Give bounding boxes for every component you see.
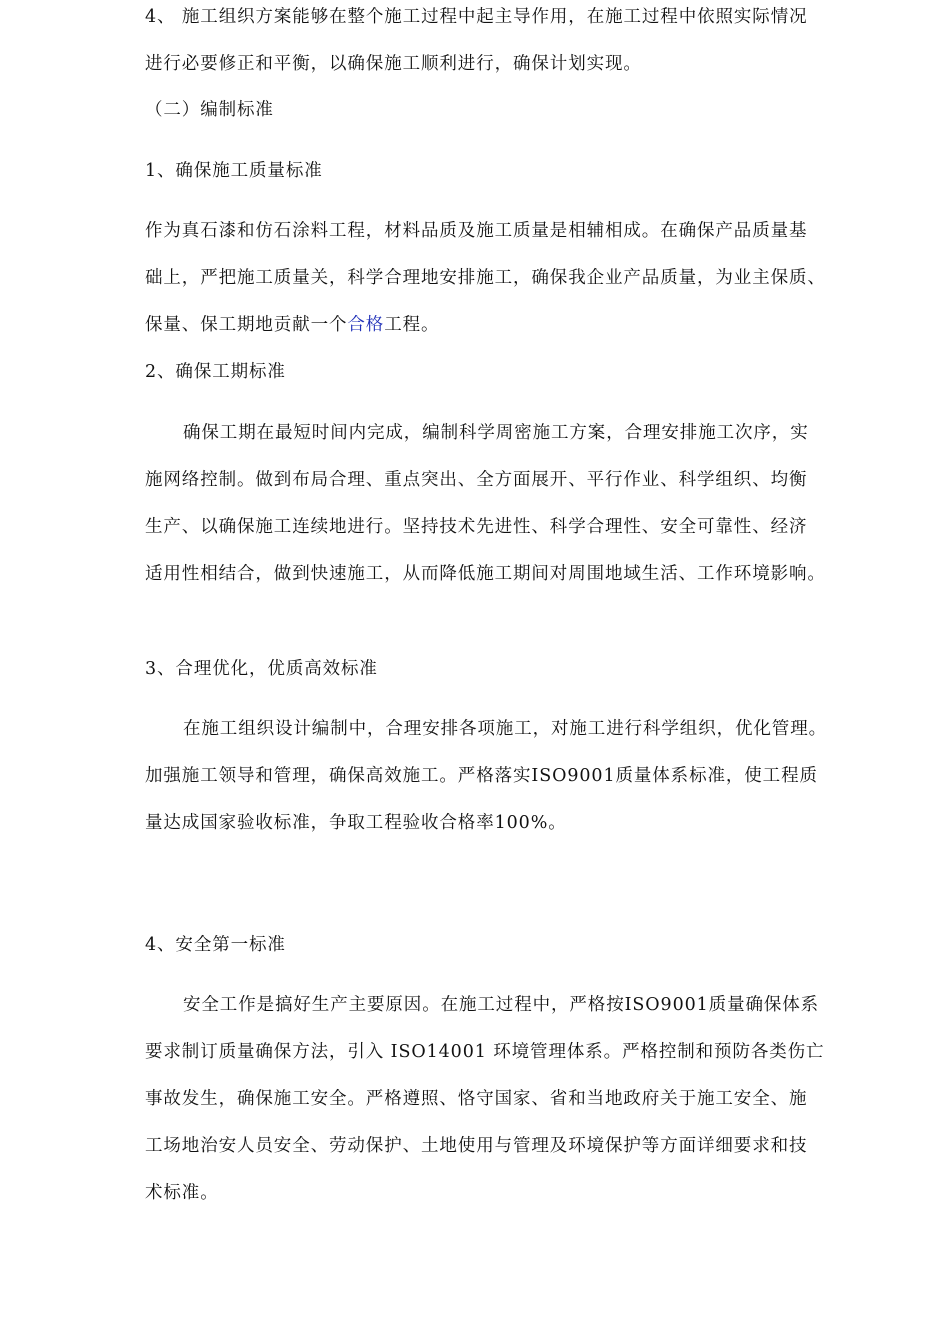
paragraph-line: 施网络控制。做到布局合理、重点突出、全方面展开、平行作业、科学组织、均衡 (145, 470, 808, 490)
paragraph-line: 进行必要修正和平衡，以确保施工顺利进行，确保计划实现。 (145, 54, 642, 74)
paragraph-line: 术标准。 (145, 1183, 219, 1203)
paragraph-line: 作为真石漆和仿石涂料工程，材料品质及施工质量是相辅相成。在确保产品质量基 (145, 221, 808, 241)
paragraph-line: 加强施工领导和管理，确保高效施工。严格落实ISO9001质量体系标准，使工程质 (145, 766, 818, 786)
section-heading: 2、确保工期标准 (145, 362, 286, 382)
paragraph-line: 生产、以确保施工连续地进行。坚持技术先进性、科学合理性、安全可靠性、经济 (145, 517, 808, 537)
paragraph-line: 适用性相结合，做到快速施工，从而降低施工期间对周围地域生活、工作环境影响。 (145, 564, 826, 584)
hyperlink-hege[interactable]: 合格 (347, 315, 385, 335)
section-heading: 3、合理优化，优质高效标准 (145, 659, 378, 679)
paragraph-line: 确保工期在最短时间内完成，编制科学周密施工方案，合理安排施工次序，实 (183, 423, 809, 443)
paragraph-line: 要求制订质量确保方法，引入 ISO14001 环境管理体系。严格控制和预防各类伤亡 (145, 1042, 825, 1062)
paragraph-line: 量达成国家验收标准，争取工程验收合格率100%。 (145, 813, 567, 833)
text-run: 工程。 (384, 315, 440, 335)
section-heading: （二）编制标准 (145, 100, 274, 120)
paragraph-line: 4、 施工组织方案能够在整个施工过程中起主导作用，在施工过程中依照实际情况 (145, 7, 808, 27)
paragraph-line: 工场地治安人员安全、劳动保护、土地使用与管理及环境保护等方面详细要求和技 (145, 1136, 808, 1156)
paragraph-line: 础上，严把施工质量关，科学合理地安排施工，确保我企业产品质量，为业主保质、 (145, 268, 826, 288)
paragraph-line: 安全工作是搞好生产主要原因。在施工过程中，严格按ISO9001质量确保体系 (183, 995, 820, 1015)
paragraph-line: 事故发生，确保施工安全。严格遵照、恪守国家、省和当地政府关于施工安全、施 (145, 1089, 808, 1109)
text-run: 保量、保工期地贡献一个 (145, 315, 348, 335)
paragraph-line (145, 313, 845, 337)
section-heading: 1、确保施工质量标准 (145, 161, 323, 181)
paragraph-line: 在施工组织设计编制中，合理安排各项施工，对施工进行科学组织，优化管理。 (183, 719, 827, 739)
section-heading: 4、安全第一标准 (145, 935, 286, 955)
